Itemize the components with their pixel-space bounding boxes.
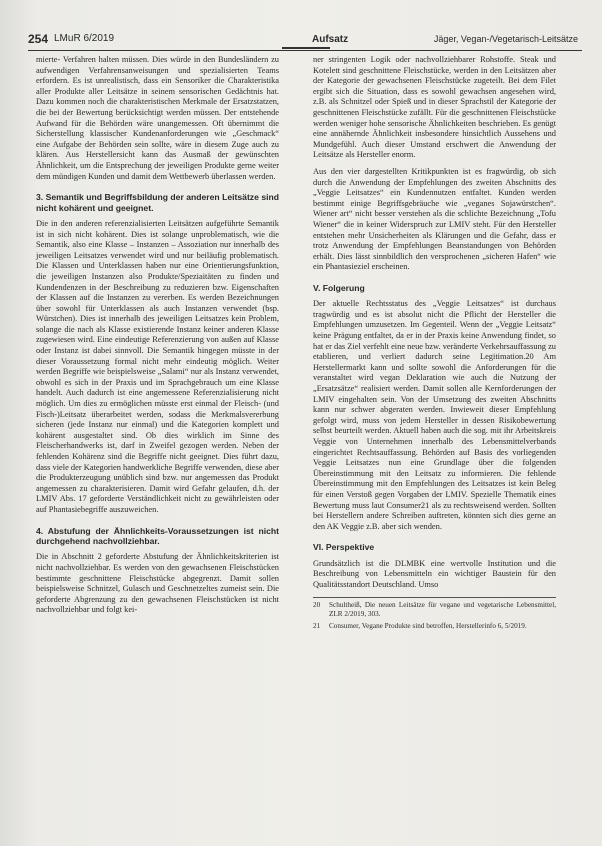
footnote-number: 21: [313, 621, 321, 630]
footnotes: [313, 597, 556, 631]
footnote-text: Schultheiß, Die neuen Leitsätze für vegane und vegetarische Lebensmittel, ZLR 2/2019, 303.: [329, 600, 556, 618]
section-underline: [282, 47, 330, 49]
footnote: [313, 601, 556, 619]
left-column: [36, 55, 279, 622]
page-header: [28, 32, 582, 48]
section-heading: 4. Abstufung der Ähnlichkeits-Voraussetzungen ist nicht durchgehend nachvollziehbar.: [36, 525, 279, 546]
paragraph: Aus den vier dargestellten Kritikpunkten ist es fragwürdig, ob sich durch die Anwendung der Empfehlungen des zweiten Abschnitts des „Veggie Leitsatzes“ ein Kundennutzen entfaltet. Kunden werden bestimmt einige Begriffsgebräuche wie „veganes Sojawürstchen“. Wiener art“ nicht besser verstehen als die schlichte Bezeichnung „Tofu Wiener“ die in keiner Widerspruch zur LMIV steht. Für den Hersteller entstehen mehr Unsicherheiten als Klärungen und die Gefahr, dass er trotz Anwendung der Empfehlungen Beanstandungen von Behörden erhält. Dies lässt sinnbildlich den versprochenen „sicheren Hafen“ wie ein Phantasieziel erscheinen.: [313, 166, 556, 272]
section-heading: VI. Perspektive: [313, 542, 375, 553]
section-heading: V. Folgerung: [313, 282, 365, 293]
running-title: Jäger, Vegan-/Vegetarisch-Leitsätze: [433, 34, 578, 44]
paragraph: mierte- Verfahren halten müssen. Dies würde in den Bundesländern zu aufwendigen Verfahrensanweisungen und spezialisierten Teams erfordern. Es ist unrealistisch, dass ein Sensoriker die Charakteristika aller Produkte aller Leitsätze in seinem sensorischen Gedächtnis hat. Dazu kommen noch die charakteristischen Merkmale der Ersatzstatzen, die bei der Bewertung berücksichtigt werden müssen. Der entstehende Aufwand für die Behörden wäre unangemessen. Oft übernimmt die Sicherstellung klassischer Kundenanforderungen wie „Geschmack“ eine Aufgabe der Behörden sein sollte, wäre in diesem Zuge auch zu klären. Aus Herstellersicht kann das Ausmaß der gewünschten Ähnlichkeit, um die Entsprechung der jeweiligen Produkte gerne weiter dem mündigen Kunden und damit dem Wettbewerb überlassen werden.: [36, 55, 279, 181]
footnote-text: Consumer, Vegane Produkte sind betroffen, Herstellerinfo 6, 5/2019.: [329, 621, 527, 630]
right-column: [313, 55, 556, 634]
paragraph: Der aktuelle Rechtsstatus des „Veggie Leitsatzes“ ist durchaus tragwürdig und es ist absolut nicht die Pflicht der Hersteller die Empfehlungen umzusetzen. Im Gegenteil. Wenn der „Veggie Leitsatz“ keine Prägung entfaltet, da er in der Praxis keine Anwendung findet, so hat er das Ziel verfehlt eine neue bzw. veränderte Verkehrsauffassung zu etablieren, und verliert dadurch seine Legitimation.20 Am Herstellermarkt kann und sollte sowohl die Anforderungen für die veranstaltet wird vegan Deklaration wie auch die Nutzung der „Ersatzsätze“ realisiert werden. Damit sollen alle Kernforderungen der LMIV eingehalten sein. Von der Umsetzung des zweiten Abschnitts kann nur schwer abgeraten werden. Inwieweit dieser Empfehlung gefolgt wird, muss von jedem Hersteller in dessen Risikobewertung selbst beurteilt werden. Aktuell haben auch die sog. mit ihr Arbeitskreis Veggie von Unternehmen innerhalb des Lebensmittelverbands eingerichtet Rechtsauffassung. Behörden auf Basis des vorliegenden Veggie Leitsatzes nun eine Grundlage über die folgenden Übereinstimmung mit den Leitsatz zu informieren. Die fehlende Übereinstimmung mit den Empfehlungen des Leitsatzes ist kein Beleg für einen Verstoß gegen Vorgaben der LMIV. Spezielle Thematik eines Bewertung muss laut Consumer21 als zu rechtsweisend werden. Sollten bei Herstellern andere Schreiben auftreten, könnten sich dies gerne an den AK Veggie z.B. aber sich wenden.: [313, 299, 556, 531]
paragraph: Die in den anderen referenzialisierten Leitsätzen aufgeführte Semantik ist in sich nicht kohärent. Dies ist solange unproblematisch, wie die Semantik, also eine Klasse – Instanzen – Assoziation nur innerhalb des jeweiligen Leitsatzes verwendet wird und nur beiläufig problematisch. Die Klassen und Unterklassen haben nur eine Orientierungsfunktion, die jeweiligen Instanzen also Produkte/Speziaitäten zu finden und Kundendenzen in der Beschreibung zu reduzieren bzw. Eigenschaften der Klassen auf die Instanzen zu vererben. Es werden Bezeichnungen über sowohl für Unterklassen als auch Instanzen verwendet (bsp. Würstchen). Dies ist innerhalb des jeweiligen Leitsatzes kein Problem, solange die nach als Klasse existierende Instanz keiner anderen Klasse zugewiesen wird. Eine eindeutige Referenzierung von außen auf Klasse oder Instanz ist dabei sinnvoll. Die Semantik hingegen müsste in der dieser Voraussetzung formal nicht mehr eindeutig möglich. Weiter werden Begriffe wie beispielsweise „Salami“ nur als Instanz verwendet, obwohl es sich in der Praxis und im Sprachgebrauch um eine Klasse handelt. Auch dadurch ist eine angemessene Referenzialisierung nicht möglich. Um dies zu ermöglichen müsste erst einmal der Fleisch- (und Fisch-)Leitsatz überarbeitet werden, sodass die Merkmalsvererbung sicheren (jede Instanz nur einmal) und die Kategorien komplett und kohärent ausgestaltet sind. Ob dies wirklich im Sinne des Fleischerhandwerks ist, darf in Zweifel gezogen werden. Neben der fehlenden Kohärenz sind die Begriffe nicht geeignet. Dies führt dazu, dass viele der Kategorien handwerkliche Begriffe verwenden, diese aber die Produkterzeugung unüblich sind bzw. nur angemessen das Produkt angemessen zu charakterisieren. Damit wird Gefahr gelaufen, d.h. der LMIV Abs. 17 geforderte Verständlichkeit nicht zu gewährleisten oder auf Phantasiebegriffe auszuweichen.: [36, 218, 279, 514]
journal-name: LMuR 6/2019: [54, 33, 115, 44]
paragraph: Grundsätzlich ist die DLMBK eine wertvolle Institution und die Beschreibung von Lebensmitteln ein wichtiger Baustein für den Qualitätsstandort Deutschland. Umso: [313, 558, 556, 589]
paragraph: Die in Abschnitt 2 geforderte Abstufung der Ähnlichkeitskriterien ist nicht nachvollziehbar. Es werden von den gewachsenen Fleischstücken bestimmte geschnittene Fleischstücke abgegrenzt. Damit sollen beispielsweise Schnitzel, Gulasch und Geschnetzeltes zumeist sein. Die geforderte Abgrenzung zu den gewachsenen Fleischstücken ist nicht nachvollziehbar und folgt kei-: [36, 552, 279, 615]
page-number: 254: [28, 32, 49, 46]
section-heading: 3. Semantik und Begriffsbildung der anderen Leitsätze sind nicht kohärent und geeignet.: [36, 192, 279, 213]
footnote: [313, 622, 556, 631]
section-label: Aufsatz: [312, 34, 349, 45]
header-rule: [28, 50, 582, 51]
footnote-number: 20: [313, 600, 321, 609]
paragraph: ner stringenten Logik oder nachvollziehbarer Rohstoffe. Steak und Kotelett sind geschnittene Fleischstücke, werden in den Leitsätzen aber der Kategorie der gewachsenen Fleischstücke zugeteilt. Bei dem Filet ergibt sich die Situation, dass es sowohl gewachsen angesehen wird, z.B. als Schnitzel oder Spieß und in dieser Sprachstil der Kategorie der geschnittenen Fleischstücke zufällt. Für die geschnittenen Fleischstücke werden weniger hohe sensorische Ähnlichkeiten beschrieben. Es genügt eine annähernde Ähnlichkeit insbesondere hinsichtlich Aussehens und Mundgefühl. Auch dieser Umstand erschwert die Anwendung der Leitsätze als Hersteller enorm.: [313, 55, 556, 160]
